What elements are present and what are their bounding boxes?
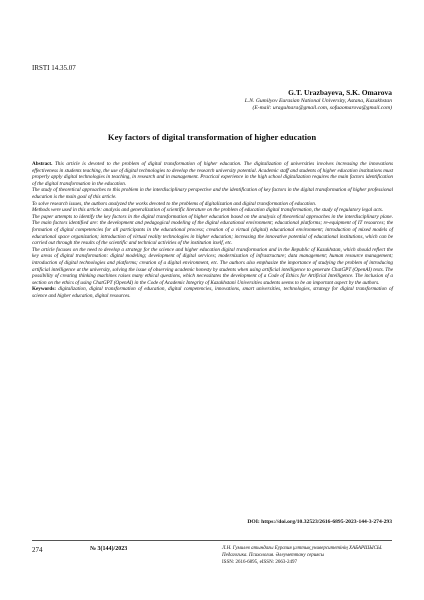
affiliation-emails: (E-mail: uragulnara@gmail.com, sofuaomarova@gmail.com) bbox=[252, 105, 392, 111]
abstract-paragraph: Methods were used in this article: analysis and generalization of scientific literature on the problem of education digital transformation, the study of regulatory legal acts. bbox=[32, 207, 384, 214]
abstract-paragraph: The paper attempts to identify the key factors in the digital transformation of higher education based on the analysis of theoretical approaches in the interdisciplinary plane. The main factors identified are: the development and pedagogical modeling of the digital educational environment; educational platforms; re-equipment of IT resources; the formation of digital competencies for all participants in the educational process; creation of a virtual (digital) educational environment; introduction of mixed models of educational space organization; introduction of virtual reality technologies in higher education; increasing the innovative potential of educational institutions, which can be carried out through the results of the scientific and technical activities of the institution itself, etc. bbox=[32, 213, 393, 247]
keywords-paragraph bbox=[32, 286, 393, 299]
abstract-paragraph: To solve research issues, the authors analyzed the works devoted to the problems of digitalization and digital transformation of education. bbox=[32, 200, 317, 207]
affiliation-line: L.N. Gumilyov Eurasian National University, Astana, Kazakhstan bbox=[244, 98, 392, 104]
irsti-code: IRSTI 14.35.07 bbox=[32, 64, 76, 72]
journal-name: Л.Н. Гумилев атындағы Еуразия ұлттық университетінің ХАБАРШЫСЫ. bbox=[222, 546, 383, 551]
abstract-label: Abstract. bbox=[32, 161, 53, 167]
article-title: Key factors of digital transformation of higher education bbox=[107, 132, 317, 142]
issue-number: № 3(144)/2023 bbox=[90, 546, 128, 552]
abstract bbox=[32, 161, 393, 299]
abstract-paragraph: The study of theoretical approaches to this problem in the interdisciplinary perspective and the identification of key factors in the digital transformation of higher professional education is the main goal of this article. bbox=[32, 187, 393, 200]
footer-divider bbox=[32, 540, 392, 541]
affiliation bbox=[32, 98, 392, 112]
journal-issn: ISSN: 2616-6895, eISSN: 2663-2497 bbox=[222, 559, 298, 565]
journal-info bbox=[222, 546, 392, 566]
keywords-text: digitalization, digital transformation of education, digital competencies, innovations, smart universities, technologies, strategy for digital transformation of science and higher education, digital resources. bbox=[32, 286, 393, 299]
keywords-label: Keywords: bbox=[32, 286, 56, 293]
authors: G.T. Urazbayeva, S.K. Omarova bbox=[288, 88, 392, 97]
abstract-paragraph: The article focuses on the need to develop a strategy for the science and higher education digital transformation and in the Republic of Kazakhstan, which should reflect the key areas of digital transformation: digital modeling; development of digital services; modernization of infrastructure; data management; human resource management; introduction of digital technologies and platforms; creation of a digital environment, etc. The authors also emphasize the importance of studying the problem of introducing artificial intelligence at the university, solving the issue of observing academic honesty by students when using artificial intelligence to generate ChatGPT (OpenAI) texts. The possibility of creating thinking machines raises many ethical questions, which necessitates the development of a Code of Ethics for Artificial Intelligence. The inclusion of a section on the ethics of using ChatGPT (OpenAI) in the Code of Academic Integrity of Kazakhstani Universities students seems to be an important aspect by the authors. bbox=[32, 246, 393, 286]
page-number: 274 bbox=[32, 546, 43, 554]
journal-series: Педагогика. Психология. Әлеуметтану сериясы bbox=[222, 552, 325, 558]
abstract-text: This article is devoted to the problem of digital transformation of higher education. The digitalization of universities involves increasing the innovations effectiveness in students teaching, the use of digital technologies to develop the research university potential. Academic staff and students of higher education institutions must properly apply digital technologies in teaching, in research and in management. Practical experience in the high school digitalization requires the main factors identification of the digital transformation in the education. bbox=[32, 161, 393, 187]
abstract-paragraph bbox=[32, 161, 393, 187]
doi-link[interactable]: DOI: https://doi.org/10.32523/2616-6895-2023-144-3-274-293 bbox=[247, 519, 392, 525]
